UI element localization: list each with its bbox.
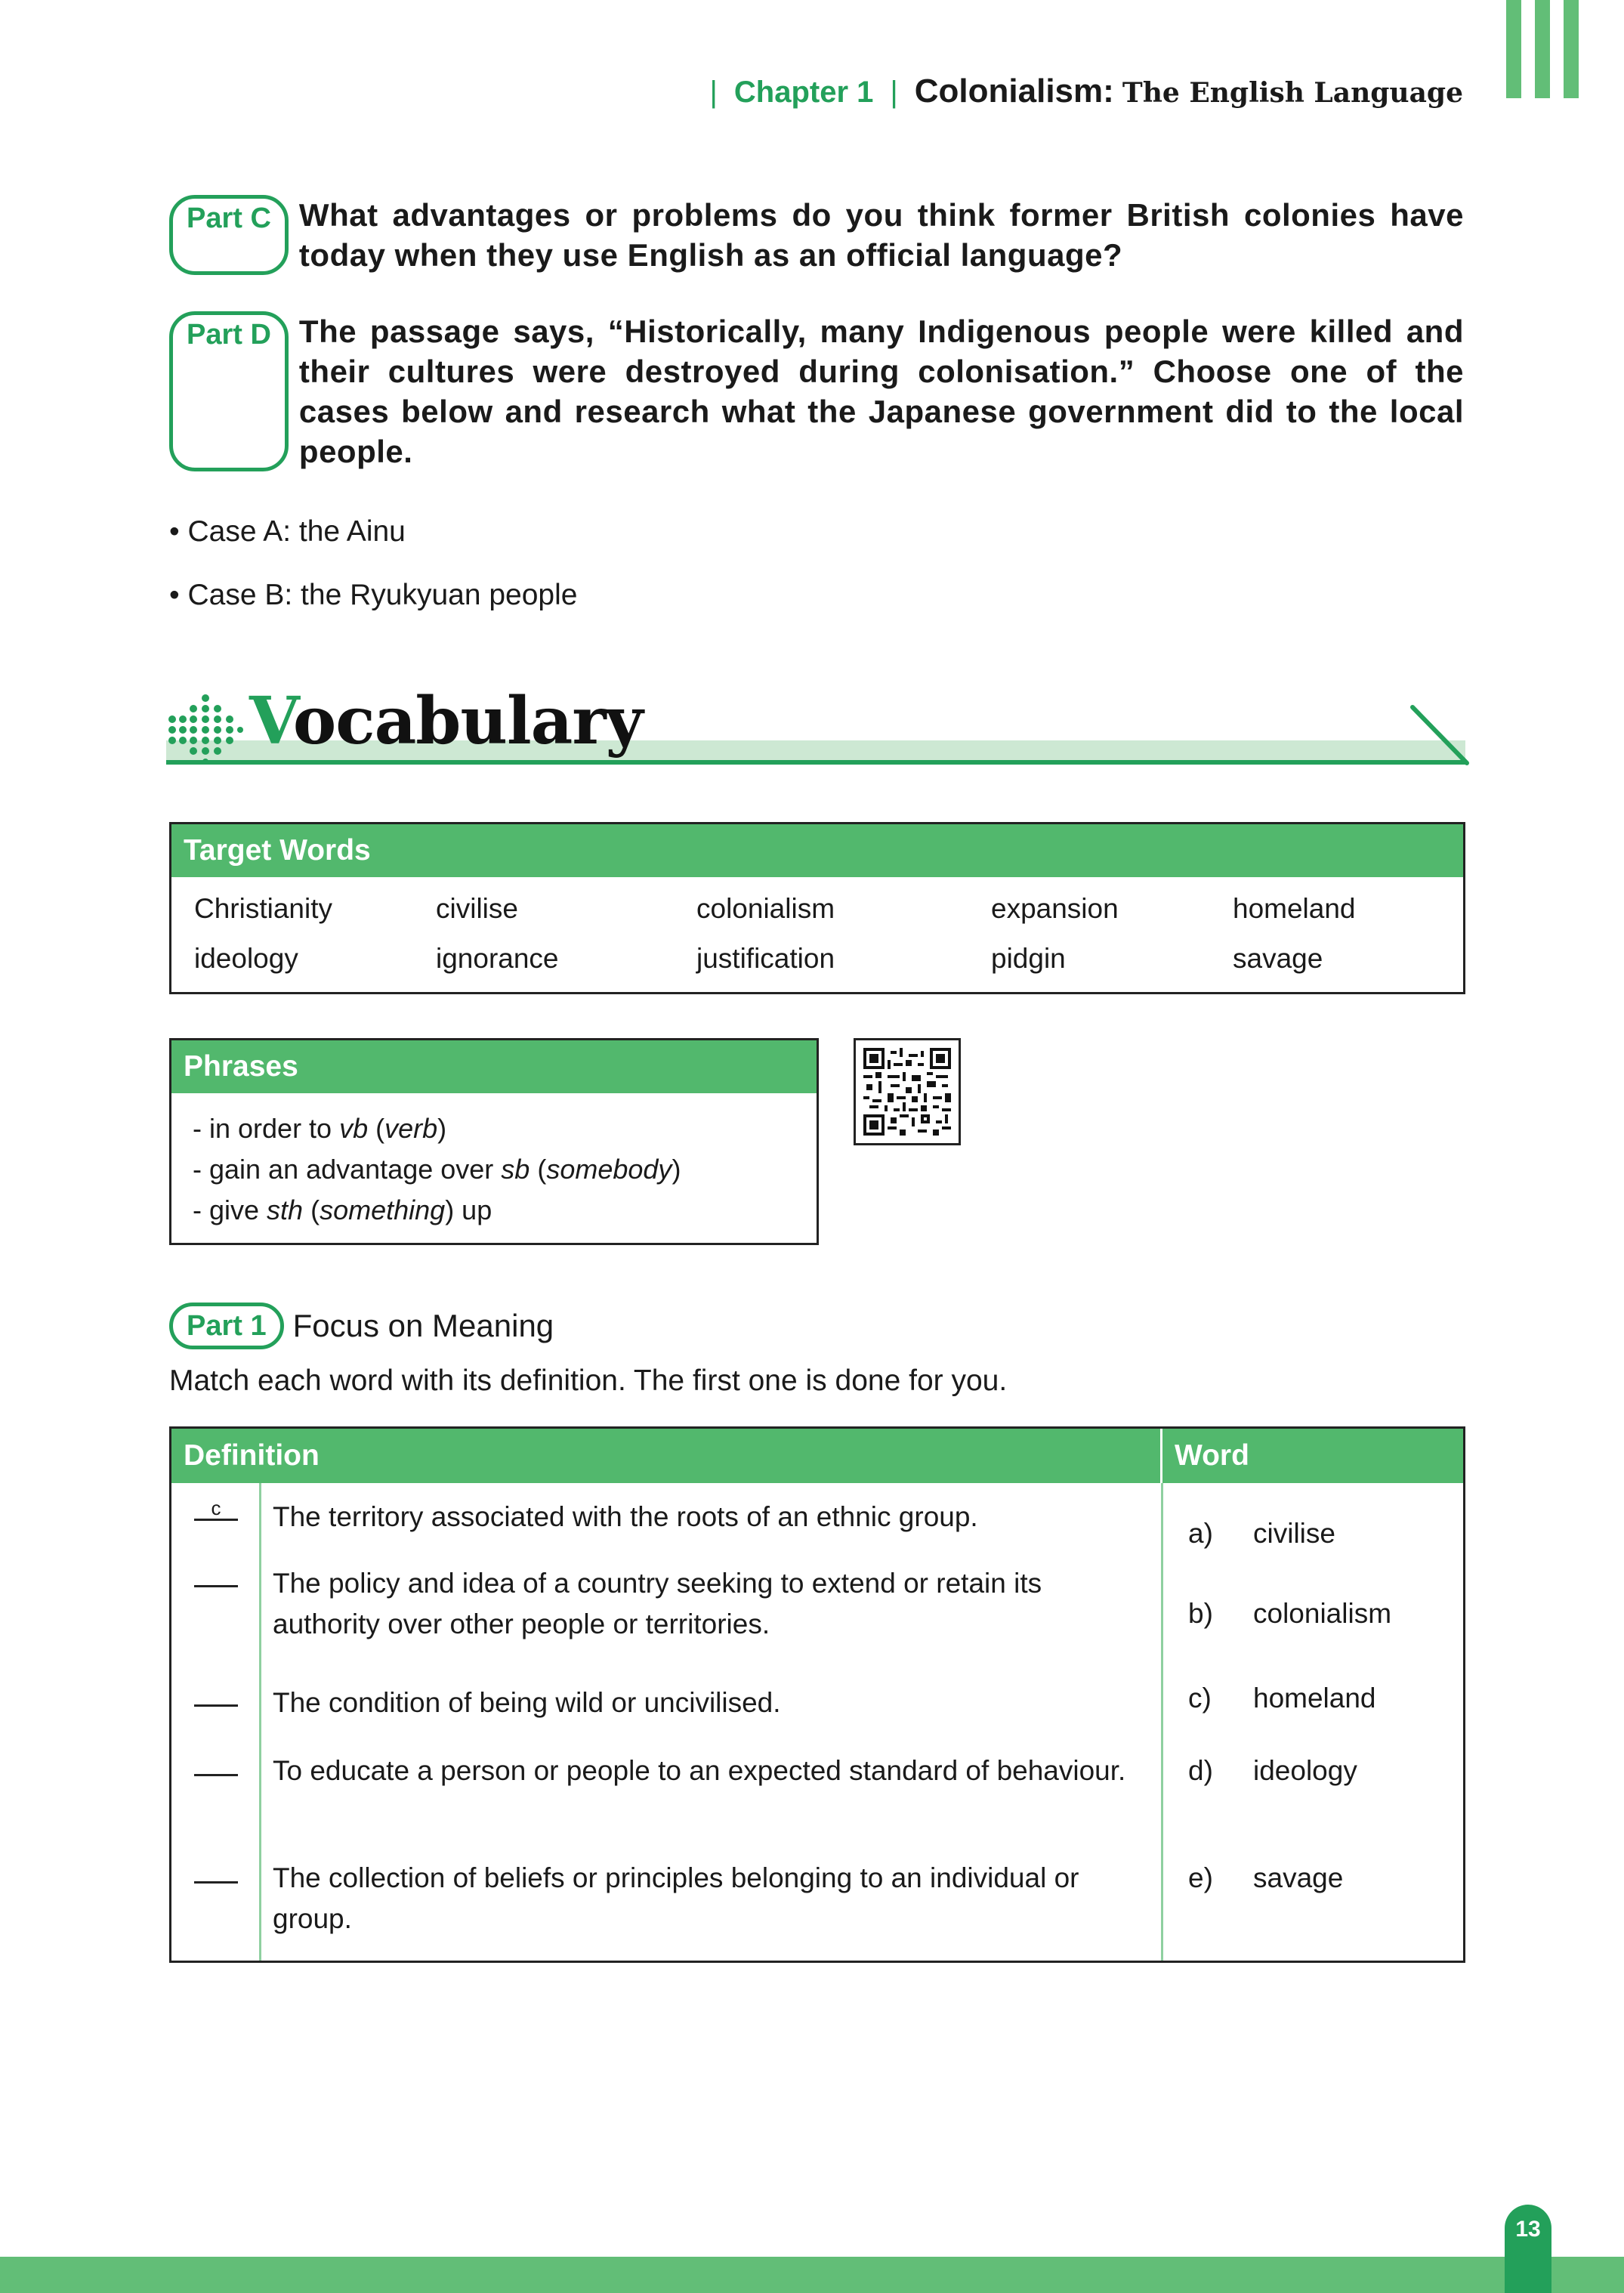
vocabulary-heading (166, 683, 1467, 771)
dot-grid-icon (168, 692, 243, 765)
part-1-instruction: Match each word with its definition. The first one is done for you. (169, 1364, 1008, 1397)
title-rest: ocabulary (292, 683, 643, 759)
target-word: pidgin (991, 943, 1066, 974)
target-word: savage (1233, 943, 1323, 974)
word-option (1188, 1598, 1391, 1630)
case-item: • Case A: the Ainu (169, 515, 406, 548)
definition-column-header: Definition (171, 1429, 1162, 1483)
word-label: civilise (1253, 1518, 1335, 1549)
corner-slash-icon (1409, 704, 1470, 766)
phrase-text: ( (368, 1113, 385, 1144)
word-option (1188, 1518, 1335, 1550)
title-initial: V (249, 683, 293, 759)
word-label: homeland (1253, 1683, 1376, 1714)
target-word: colonialism (696, 893, 835, 924)
chapter-subtitle: The English Language (1122, 77, 1463, 109)
word-letter: a) (1188, 1518, 1213, 1549)
phrase-text: ) (437, 1113, 447, 1144)
qr-code[interactable] (854, 1038, 961, 1145)
definition-text: The collection of beliefs or principles belonging to an individual or group. (273, 1862, 1079, 1934)
definition-text: The policy and idea of a country seeking to extend or retain its authority over other people or territories. (273, 1568, 1042, 1639)
matching-table-header (171, 1429, 1463, 1483)
phrase-gloss: verb (384, 1113, 438, 1144)
target-word: ignorance (436, 943, 559, 974)
target-word: homeland (1233, 893, 1356, 924)
decorative-bars (1506, 0, 1579, 98)
target-word: justification (696, 943, 835, 974)
page-number: 13 (1505, 2205, 1551, 2293)
case-list (169, 500, 577, 627)
word-label: ideology (1253, 1755, 1357, 1786)
word-letter: b) (1188, 1598, 1213, 1629)
phrase-text: ) up (445, 1194, 492, 1225)
footer-bar (0, 2257, 1624, 2293)
phrase-text: - in order to (193, 1113, 340, 1144)
target-word: expansion (991, 893, 1119, 924)
word-letter: c) (1188, 1683, 1212, 1714)
word-option (1188, 1755, 1357, 1787)
target-word: civilise (436, 893, 518, 924)
chapter-label: Chapter 1 (733, 76, 874, 109)
answer-blank[interactable] (194, 1681, 238, 1707)
target-words-grid (171, 877, 1463, 978)
column-divider (259, 1483, 261, 1961)
phrase-item (193, 1108, 817, 1149)
header-separator: | (890, 76, 898, 109)
phrase-abbrev: vb (339, 1113, 369, 1144)
word-letter: d) (1188, 1755, 1213, 1786)
part-1-badge: Part 1 (169, 1303, 284, 1349)
word-option (1188, 1683, 1376, 1714)
phrases-heading: Phrases (171, 1040, 817, 1093)
phrase-item (193, 1190, 817, 1231)
phrase-gloss: somebody (546, 1154, 672, 1185)
phrases-list (171, 1093, 817, 1231)
part-c-question (169, 195, 1464, 275)
case-item: • Case B: the Ryukyuan people (169, 579, 578, 611)
word-column-header: Word (1175, 1439, 1249, 1472)
chapter-title: Colonialism: (914, 73, 1114, 110)
phrase-abbrev: sth (267, 1194, 304, 1225)
matching-table-body (171, 1483, 1463, 1961)
definition-text: The territory associated with the roots of an ethnic group. (273, 1501, 978, 1532)
phrase-text: ( (529, 1154, 547, 1185)
part-d-badge: Part D (169, 311, 289, 471)
phrases-box (169, 1038, 819, 1245)
phrase-text: ) (672, 1154, 681, 1185)
definition-text: The condition of being wild or uncivilised. (273, 1687, 781, 1718)
part-1-heading (169, 1303, 554, 1349)
header-separator: | (709, 76, 718, 109)
phrase-gloss: something (320, 1194, 446, 1225)
target-word: ideology (194, 943, 298, 974)
vocabulary-title (249, 683, 643, 759)
part-c-text: What advantages or problems do you think former British colonies have today when they use English as an official language? (298, 197, 1464, 273)
phrase-text: ( (303, 1194, 320, 1225)
matching-table (169, 1426, 1465, 1963)
target-words-heading: Target Words (171, 824, 1463, 877)
phrase-item (193, 1149, 817, 1190)
answer-blank[interactable] (194, 1562, 238, 1587)
column-divider (1161, 1483, 1163, 1961)
phrase-abbrev: sb (501, 1154, 530, 1185)
heading-underline (166, 760, 1467, 765)
answer-blank[interactable] (194, 1858, 238, 1884)
answer-blank[interactable]: c (194, 1495, 238, 1521)
part-d-text: The passage says, “Historically, many Indigenous people were killed and their cultures were destroyed during colonisation.” Choose one of the cases below and research what the Japanese government did to the local people. (298, 314, 1464, 469)
phrase-text: - gain an advantage over (193, 1154, 502, 1185)
part-1-title: Focus on Meaning (292, 1308, 554, 1343)
answer-blank[interactable] (194, 1751, 238, 1776)
target-words-box (169, 822, 1465, 994)
word-label: colonialism (1253, 1598, 1392, 1629)
word-option (1188, 1862, 1343, 1894)
chapter-title-group (915, 73, 1463, 110)
target-word: Christianity (194, 893, 332, 924)
chapter-header (709, 73, 1463, 110)
part-d-question (169, 311, 1464, 471)
word-letter: e) (1188, 1862, 1213, 1893)
phrase-text: - give (193, 1194, 267, 1225)
definition-text: To educate a person or people to an expected standard of behaviour. (273, 1755, 1126, 1786)
part-c-badge: Part C (169, 195, 289, 275)
qr-code-icon (863, 1048, 951, 1136)
word-label: savage (1253, 1862, 1344, 1893)
